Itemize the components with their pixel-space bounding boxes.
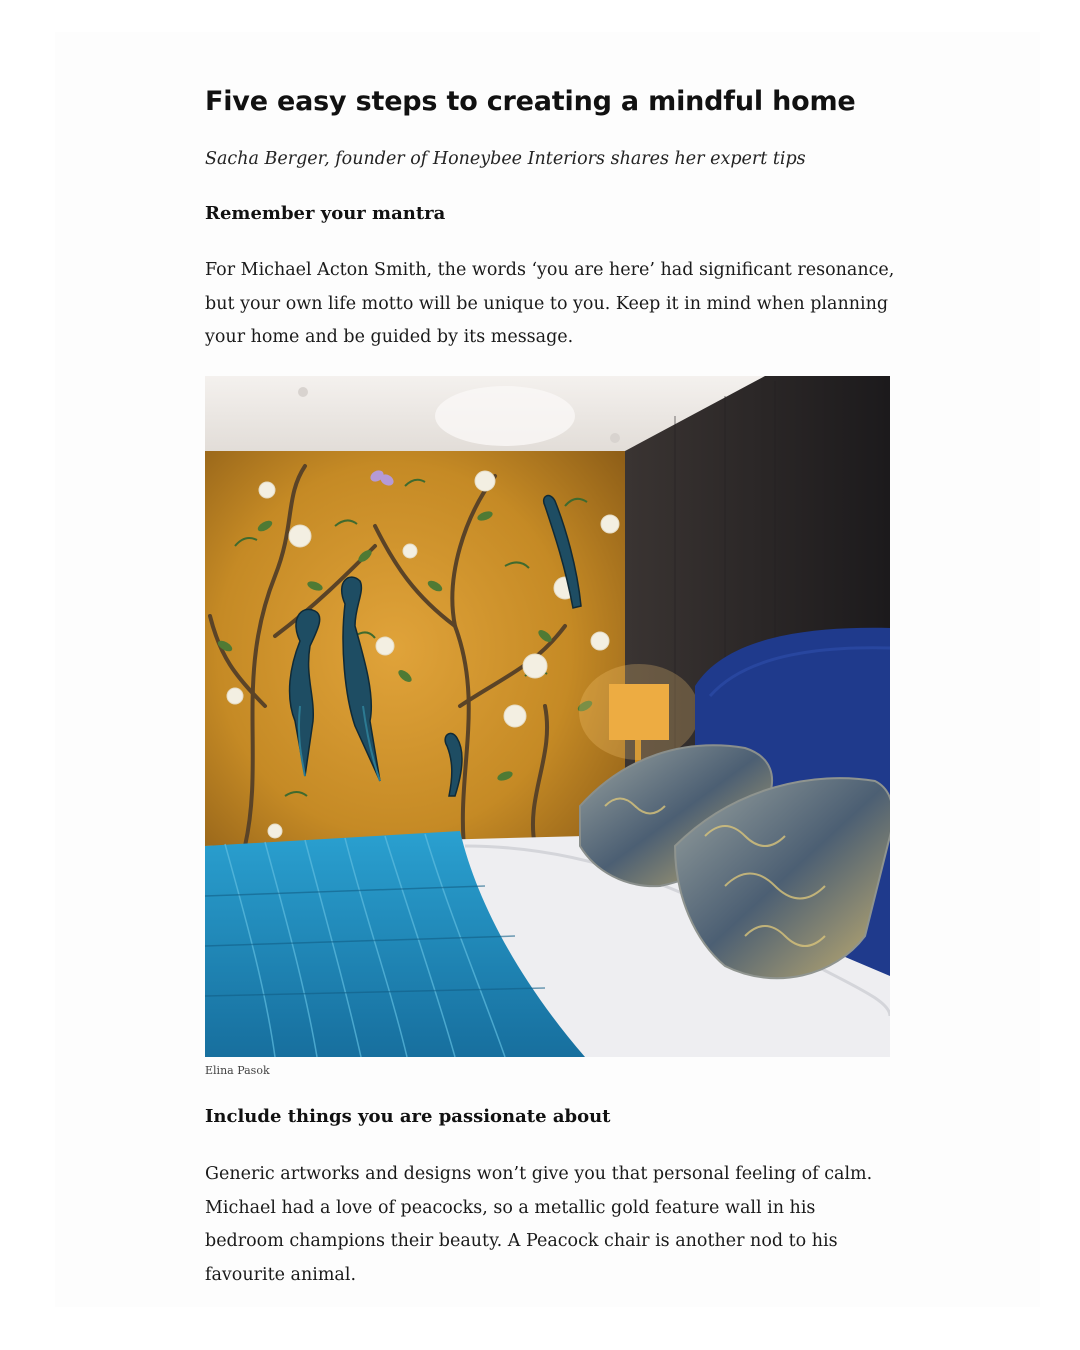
section-heading-mantra: Remember your mantra xyxy=(205,203,446,224)
article-title: Five easy steps to creating a mindful home xyxy=(205,86,856,117)
section-heading-passions: Include things you are passionate about xyxy=(205,1106,611,1127)
section-body-mantra: For Michael Acton Smith, the words ‘you are here’ had significant resonance, but your own life motto will be unique to you. Keep it in mind when planning your home and be guided by its message. xyxy=(205,260,895,348)
article-standfirst: Sacha Berger, founder of Honeybee Interiors shares her expert tips xyxy=(205,149,806,169)
bedroom-photo xyxy=(205,376,890,1057)
section-body-passions: Generic artworks and designs won’t give you that personal feeling of calm. Michael had a love of peacocks, so a metallic gold feature wall in his bedroom champions their beauty. A Peacock chair is another nod to his favourite animal. xyxy=(205,1164,873,1286)
photo-credit: Elina Pasok xyxy=(205,1064,270,1077)
